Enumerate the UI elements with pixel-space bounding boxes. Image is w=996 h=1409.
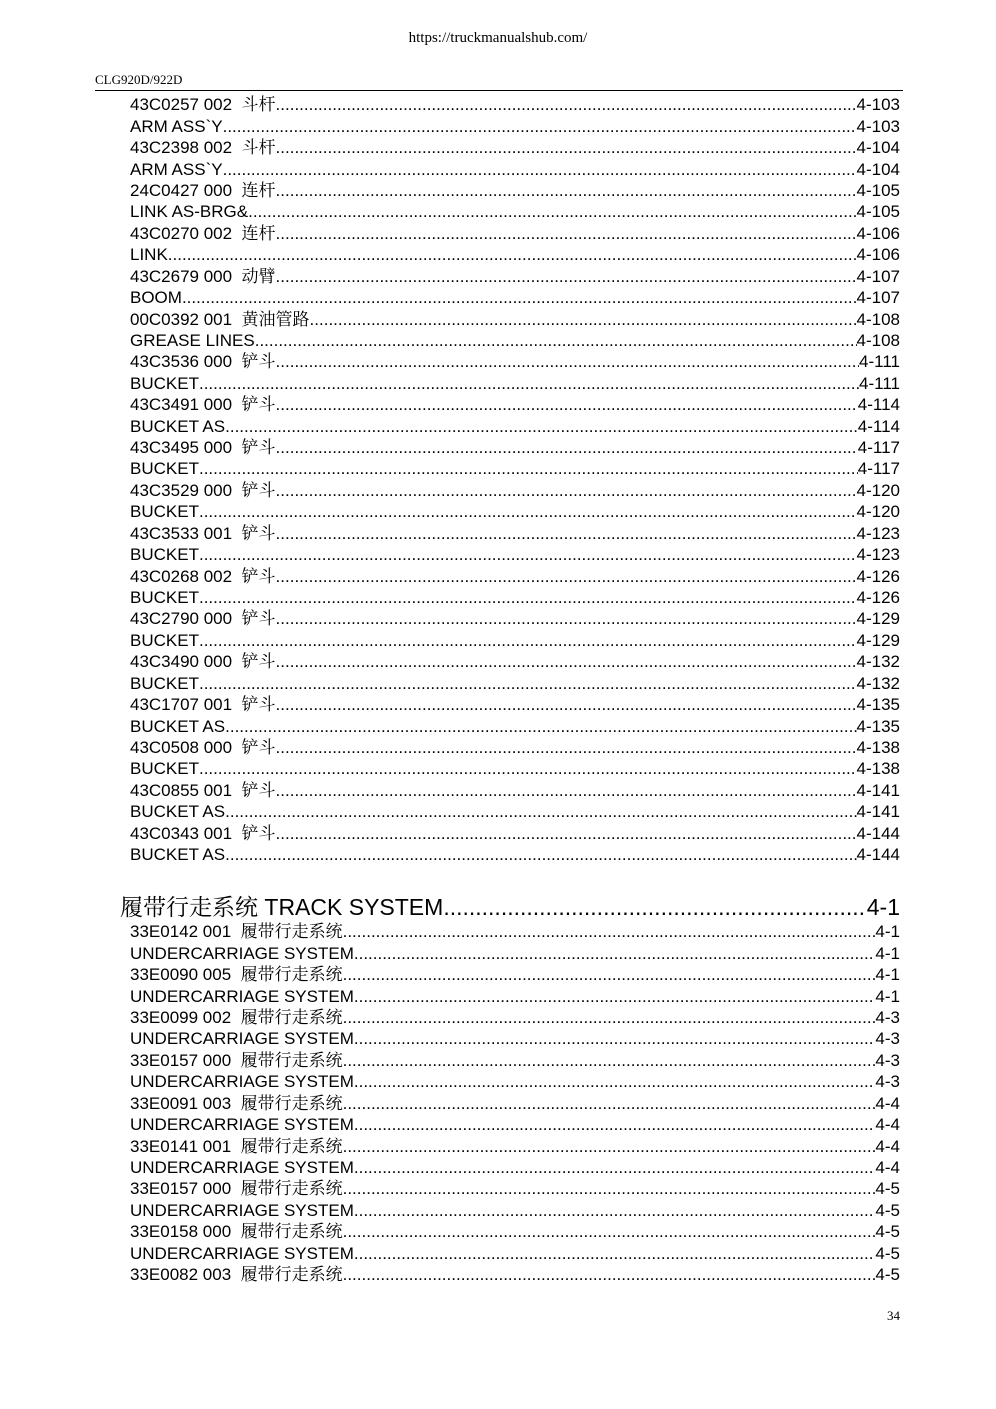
dot-leader (199, 630, 857, 651)
toc-entry-label: BUCKET (130, 588, 199, 607)
toc-entry-label: ARM ASS`Y (130, 159, 223, 179)
toc-entry-page: 4-1 (875, 986, 900, 1006)
toc-entry-page: 4-132 (856, 673, 900, 693)
toc-entry-label: BUCKET AS (130, 416, 226, 436)
toc-entry-page: 4-105 (856, 180, 900, 200)
toc-entry (130, 523, 900, 544)
toc-entry-label: 33E0142 001 履带行走系统 (130, 922, 343, 942)
toc-entry (130, 1071, 900, 1092)
dot-leader (276, 437, 858, 458)
toc-entry (130, 1157, 900, 1178)
dot-leader (276, 223, 857, 244)
toc-entry (130, 544, 900, 565)
toc-entry-page: 4-135 (856, 695, 900, 715)
toc-entry-label: 43C3533 001 铲斗 (130, 523, 276, 543)
toc-entry (130, 630, 900, 651)
source-url: https://truckmanualshub.com/ (408, 30, 588, 46)
dot-leader (343, 1050, 876, 1071)
dot-leader (354, 1157, 876, 1178)
toc-entry-label: 43C0257 002 斗杆 (130, 95, 276, 115)
toc-entry-page: 4-111 (859, 352, 900, 372)
dot-leader (354, 1028, 876, 1049)
dot-leader (276, 351, 859, 372)
toc-entry-page: 4-120 (856, 502, 900, 522)
toc-entry-page: 4-135 (856, 716, 900, 736)
toc-entry-page: 4-106 (856, 245, 900, 265)
toc-entry (130, 1243, 900, 1264)
dot-leader (199, 373, 859, 394)
toc-entry (130, 137, 900, 158)
toc-entry-label: UNDERCARRIAGE SYSTEM (130, 986, 354, 1006)
toc-entry (130, 480, 900, 501)
toc-entry (130, 458, 900, 479)
toc-entry (130, 1093, 900, 1114)
dot-leader (443, 893, 866, 921)
toc-entry-label: UNDERCARRIAGE SYSTEM (130, 1243, 354, 1263)
section-heading (120, 893, 900, 921)
dot-leader (276, 737, 857, 758)
dot-leader (276, 266, 857, 287)
toc-entry-label: ARM ASS`Y (130, 116, 223, 136)
toc-entry-label: 43C3536 000 铲斗 (130, 352, 276, 372)
dot-leader (276, 651, 857, 672)
toc-entry-page: 4-123 (856, 545, 900, 565)
dot-leader (310, 309, 857, 330)
toc-entry (130, 844, 900, 865)
toc-entry (130, 823, 900, 844)
toc-entry (130, 223, 900, 244)
toc-entry-label: 00C0392 001 黄油管路 (130, 309, 310, 329)
toc-entry-page: 4-126 (856, 588, 900, 607)
dot-leader (223, 159, 857, 180)
toc-entry (130, 1136, 900, 1157)
toc-entry (130, 737, 900, 758)
toc-entry-label: 43C0270 002 连杆 (130, 223, 276, 243)
toc-entry-page: 4-104 (856, 159, 900, 179)
dot-leader (343, 1007, 876, 1028)
toc-entry (130, 1264, 900, 1285)
toc-entry-label: LINK (130, 245, 168, 265)
toc-entry-label: BUCKET AS (130, 845, 226, 865)
toc-entry-page: 4-120 (856, 480, 900, 500)
toc-entry (130, 1114, 900, 1135)
toc-entry-label: 33E0091 003 履带行走系统 (130, 1093, 343, 1113)
toc-entry-page: 4-5 (875, 1243, 900, 1263)
toc-entry (130, 94, 900, 115)
track-system-entries-list (130, 921, 900, 1285)
toc-entry-label: 43C3490 000 铲斗 (130, 652, 276, 672)
toc-entry-label: 43C0268 002 铲斗 (130, 566, 276, 586)
dot-leader (343, 921, 876, 942)
toc-entry (130, 587, 900, 608)
toc-entry-page: 4-1 (875, 943, 900, 963)
toc-entry-label: UNDERCARRIAGE SYSTEM (130, 1029, 354, 1049)
toc-entry-page: 4-107 (856, 266, 900, 286)
toc-entry-page: 4-3 (875, 1007, 900, 1027)
toc-entry-page: 4-126 (856, 566, 900, 586)
toc-entry-page: 4-106 (856, 223, 900, 243)
toc-entry (130, 608, 900, 629)
dot-leader (354, 986, 876, 1007)
toc-entry-label: BUCKET (130, 545, 199, 565)
toc-entry-label: BUCKET (130, 759, 199, 779)
toc-entry-label: 33E0157 000 履带行走系统 (130, 1179, 343, 1199)
dot-leader (276, 608, 857, 629)
toc-entry-label: 33E0141 001 履带行走系统 (130, 1136, 343, 1156)
toc-entry-page: 4-108 (856, 309, 900, 329)
toc-entry (130, 921, 900, 942)
dot-leader (182, 287, 857, 308)
toc-entry (130, 1050, 900, 1071)
dot-leader (354, 943, 876, 964)
dot-leader (354, 1243, 876, 1264)
toc-entry-label: BUCKET (130, 673, 199, 693)
toc-entry-page: 4-123 (856, 523, 900, 543)
toc-entry (130, 780, 900, 801)
dot-leader (223, 116, 857, 137)
dot-leader (255, 330, 857, 351)
toc-entry-page: 4-3 (875, 1072, 900, 1092)
toc-entry (130, 694, 900, 715)
toc-entry-page: 4-144 (856, 823, 900, 843)
dot-leader (343, 1221, 876, 1242)
dot-leader (343, 1093, 876, 1114)
toc-entry-label: UNDERCARRIAGE SYSTEM (130, 943, 354, 963)
toc-entry-page: 4-132 (856, 652, 900, 672)
toc-entry (130, 673, 900, 694)
toc-entry-label: GREASE LINES (130, 330, 255, 350)
dot-leader (343, 964, 876, 985)
toc-entry-page: 4-117 (857, 459, 900, 479)
toc-entry (130, 330, 900, 351)
toc-entry-label: 43C1707 001 铲斗 (130, 695, 276, 715)
toc-entry (130, 351, 900, 372)
toc-entry (130, 501, 900, 522)
dot-leader (354, 1114, 876, 1135)
dot-leader (225, 801, 856, 822)
toc-entry-page: 4-105 (856, 202, 900, 222)
toc-entry-page: 4-1 (875, 922, 900, 942)
toc-entry-page: 4-114 (857, 395, 900, 415)
toc-entry (130, 180, 900, 201)
toc-entry-page: 4-5 (875, 1265, 900, 1285)
toc-entry-page: 4-108 (856, 330, 900, 350)
toc-entry (130, 566, 900, 587)
dot-leader (276, 94, 857, 115)
document-code: CLG920D/922D (95, 72, 183, 87)
toc-entry-page: 4-138 (856, 759, 900, 779)
toc-entry-label: UNDERCARRIAGE SYSTEM (130, 1115, 354, 1135)
toc-entry-label: BUCKET AS (130, 716, 226, 736)
dot-leader (168, 244, 857, 265)
dot-leader (199, 544, 857, 565)
toc-entry-page: 4-1 (875, 965, 900, 985)
toc-entry-label: BUCKET (130, 459, 199, 479)
toc-entry-label: 43C0343 001 铲斗 (130, 823, 276, 843)
toc-entry (130, 266, 900, 287)
toc-entry-page: 4-4 (875, 1093, 900, 1113)
toc-entry (130, 394, 900, 415)
toc-entry-label: 43C0508 000 铲斗 (130, 737, 276, 757)
toc-entry-label: BUCKET (130, 630, 199, 650)
toc-entry-page: 4-3 (875, 1050, 900, 1070)
toc-entry-label: 43C3529 000 铲斗 (130, 480, 276, 500)
toc-entry-label: BUCKET (130, 502, 199, 522)
dot-leader (276, 694, 857, 715)
dot-leader (276, 394, 858, 415)
toc-entry (130, 309, 900, 330)
toc-entry (130, 943, 900, 964)
toc-entry-page: 4-103 (856, 116, 900, 136)
dot-leader (354, 1071, 876, 1092)
toc-entry-page: 4-107 (856, 288, 900, 308)
toc-entry-page: 4-129 (856, 609, 900, 629)
toc-entry-label: UNDERCARRIAGE SYSTEM (130, 1157, 354, 1177)
toc-entry (130, 201, 900, 222)
toc-entry (130, 287, 900, 308)
toc-entry-page: 4-104 (856, 138, 900, 158)
dot-leader (225, 416, 858, 437)
toc-entry-label: 43C0855 001 铲斗 (130, 780, 276, 800)
toc-entry (130, 801, 900, 822)
dot-leader (276, 480, 857, 501)
dot-leader (343, 1136, 876, 1157)
toc-entry (130, 373, 900, 394)
toc-entry-page: 4-3 (875, 1029, 900, 1049)
page-number: 34 (887, 1308, 900, 1323)
toc-entry-page: 4-138 (856, 737, 900, 757)
toc-entry-label: 43C2398 002 斗杆 (130, 138, 276, 158)
toc-entry-label: 43C3495 000 铲斗 (130, 438, 276, 458)
section-heading-title: 履带行走系统 TRACK SYSTEM (120, 894, 444, 920)
toc-entry-label: 33E0158 000 履带行走系统 (130, 1222, 343, 1242)
toc-entry-page: 4-144 (856, 845, 900, 865)
toc-entry-page: 4-5 (875, 1179, 900, 1199)
toc-entry-label: UNDERCARRIAGE SYSTEM (130, 1072, 354, 1092)
toc-entry-page: 4-129 (856, 630, 900, 650)
dot-leader (276, 823, 857, 844)
toc-entry (130, 651, 900, 672)
toc-entry-label: BUCKET AS (130, 802, 226, 822)
toc-entry-label: 43C3491 000 铲斗 (130, 395, 276, 415)
toc-entry (130, 1221, 900, 1242)
toc-entry-label: BOOM (130, 288, 182, 308)
dot-leader (343, 1178, 876, 1199)
dot-leader (354, 1200, 876, 1221)
toc-entry-label: 43C2679 000 动臂 (130, 266, 276, 286)
dot-leader (199, 673, 857, 694)
toc-entry-page: 4-4 (875, 1136, 900, 1156)
toc-entry (130, 986, 900, 1007)
header-rule (95, 90, 903, 91)
toc-entry-page: 4-5 (875, 1222, 900, 1242)
section-heading-page: 4-1 (866, 894, 900, 920)
dot-leader (343, 1264, 876, 1285)
dot-leader (199, 501, 857, 522)
toc-entry-page: 4-114 (857, 416, 900, 436)
toc-entry-label: UNDERCARRIAGE SYSTEM (130, 1200, 354, 1220)
toc-entry (130, 1007, 900, 1028)
toc-entry (130, 1200, 900, 1221)
toc-entry-page: 4-5 (875, 1200, 900, 1220)
dot-leader (199, 587, 857, 608)
dot-leader (276, 780, 857, 801)
dot-leader (225, 844, 856, 865)
toc-entry (130, 964, 900, 985)
toc-entry (130, 437, 900, 458)
toc-entries-list (130, 94, 900, 865)
toc-entry-page: 4-111 (859, 373, 900, 393)
toc-entry (130, 159, 900, 180)
toc-entry-label: 43C2790 000 铲斗 (130, 609, 276, 629)
toc-entry (130, 116, 900, 137)
toc-entry (130, 416, 900, 437)
toc-entry-label: 24C0427 000 连杆 (130, 180, 276, 200)
toc-entry (130, 244, 900, 265)
toc-entry-page: 4-141 (856, 802, 900, 822)
toc-entry (130, 716, 900, 737)
toc-entry-page: 4-103 (856, 95, 900, 115)
toc-entry-label: LINK AS-BRG& (130, 202, 249, 222)
toc-entry-label: BUCKET (130, 373, 199, 393)
toc-entry-page: 4-4 (875, 1115, 900, 1135)
toc-entry-page: 4-117 (857, 438, 900, 458)
toc-entry (130, 758, 900, 779)
dot-leader (276, 137, 857, 158)
toc-entry-page: 4-141 (856, 780, 900, 800)
toc-entry-label: 33E0090 005 履带行走系统 (130, 965, 343, 985)
toc-entry (130, 1178, 900, 1199)
dot-leader (199, 758, 857, 779)
dot-leader (276, 180, 857, 201)
toc-entry-label: 33E0082 003 履带行走系统 (130, 1265, 343, 1285)
toc-entry-page: 4-4 (875, 1157, 900, 1177)
toc-entry (130, 1028, 900, 1049)
dot-leader (276, 523, 857, 544)
toc-entry-label: 33E0099 002 履带行走系统 (130, 1007, 343, 1027)
dot-leader (248, 201, 856, 222)
dot-leader (276, 566, 857, 587)
dot-leader (199, 458, 858, 479)
dot-leader (225, 716, 856, 737)
toc-entry-label: 33E0157 000 履带行走系统 (130, 1050, 343, 1070)
